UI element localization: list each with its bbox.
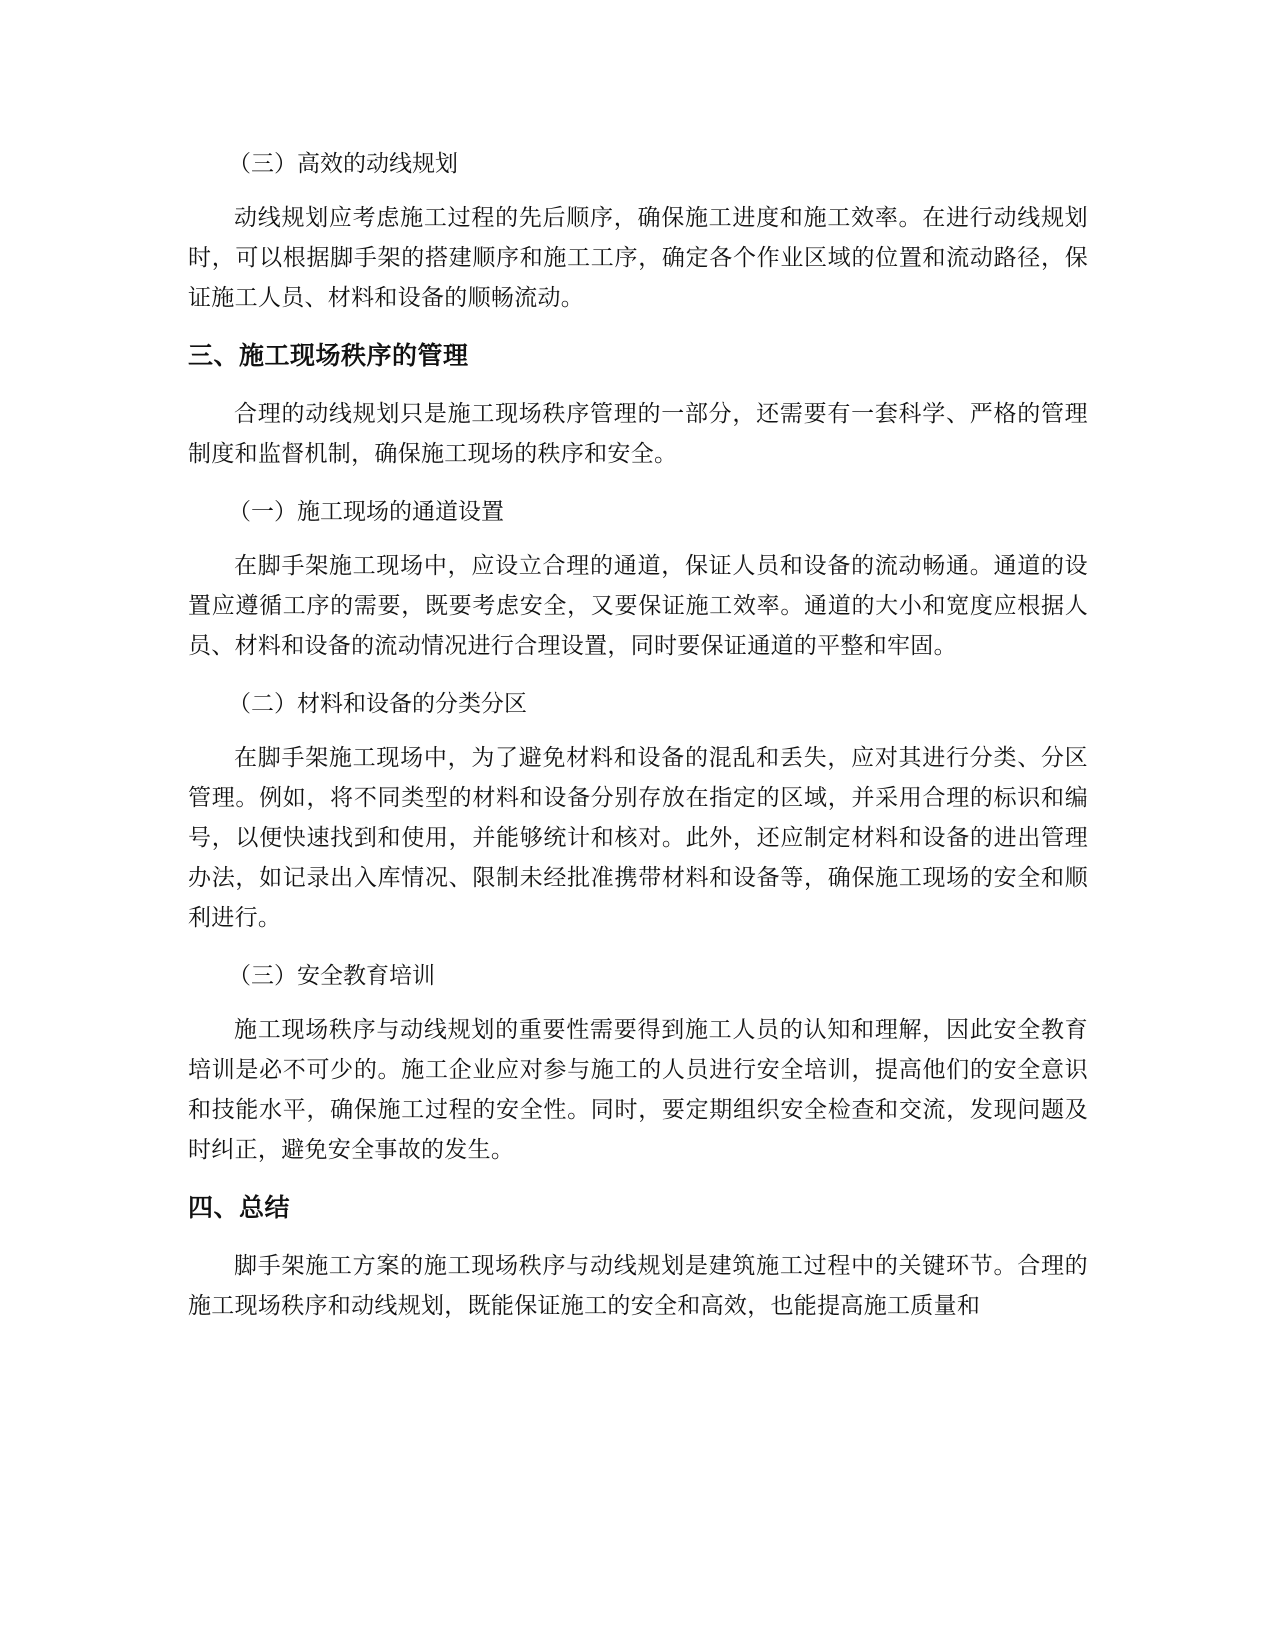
paragraph-safety-training: 施工现场秩序与动线规划的重要性需要得到施工人员的认知和理解，因此安全教育培训是必不可少的。施工企业应对参与施工的人员进行安全培训，提高他们的安全意识和技能水平，确保施工过程的安全性。同时，要定期组织安全检查和交流，发现问题及时纠正，避免安全事故的发生。: [188, 1017, 1088, 1163]
subsection-heading-material-zoning: （二）材料和设备的分类分区: [228, 691, 527, 717]
paragraph-efficient-circulation: 动线规划应考虑施工过程的先后顺序，确保施工进度和施工效率。在进行动线规划时，可以根据脚手架的搭建顺序和施工工序，确定各个作业区域的位置和流动路径，保证施工人员、材料和设备的顺畅流动。: [188, 205, 1088, 311]
paragraph-summary: 脚手架施工方案的施工现场秩序与动线规划是建筑施工过程中的关键环节。合理的施工现场秩序和动线规划，既能保证施工的安全和高效，也能提高施工质量和: [188, 1253, 1088, 1319]
section-heading-summary: 四、总结: [188, 1193, 291, 1222]
document-body: [188, 144, 1088, 1344]
paragraph-passage-setup: 在脚手架施工现场中，应设立合理的通道，保证人员和设备的流动畅通。通道的设置应遵循工序的需要，既要考虑安全，又要保证施工效率。通道的大小和宽度应根据人员、材料和设备的流动情况进行合理设置，同时要保证通道的平整和牢固。: [188, 553, 1088, 659]
section-heading-site-order-management: 三、施工现场秩序的管理: [188, 341, 469, 370]
subsection-heading-safety-training: （三）安全教育培训: [228, 963, 435, 989]
paragraph-material-zoning: 在脚手架施工现场中，为了避免材料和设备的混乱和丢失，应对其进行分类、分区管理。例如，将不同类型的材料和设备分别存放在指定的区域，并采用合理的标识和编号，以便快速找到和使用，并能够统计和核对。此外，还应制定材料和设备的进出管理办法，如记录出入库情况、限制未经批准携带材料和设备等，确保施工现场的安全和顺利进行。: [188, 745, 1088, 931]
paragraph-site-order-intro: 合理的动线规划只是施工现场秩序管理的一部分，还需要有一套科学、严格的管理制度和监督机制，确保施工现场的秩序和安全。: [188, 401, 1088, 467]
subsection-heading-passage-setup: （一）施工现场的通道设置: [228, 499, 504, 525]
subsection-heading-efficient-circulation: （三）高效的动线规划: [228, 151, 458, 177]
